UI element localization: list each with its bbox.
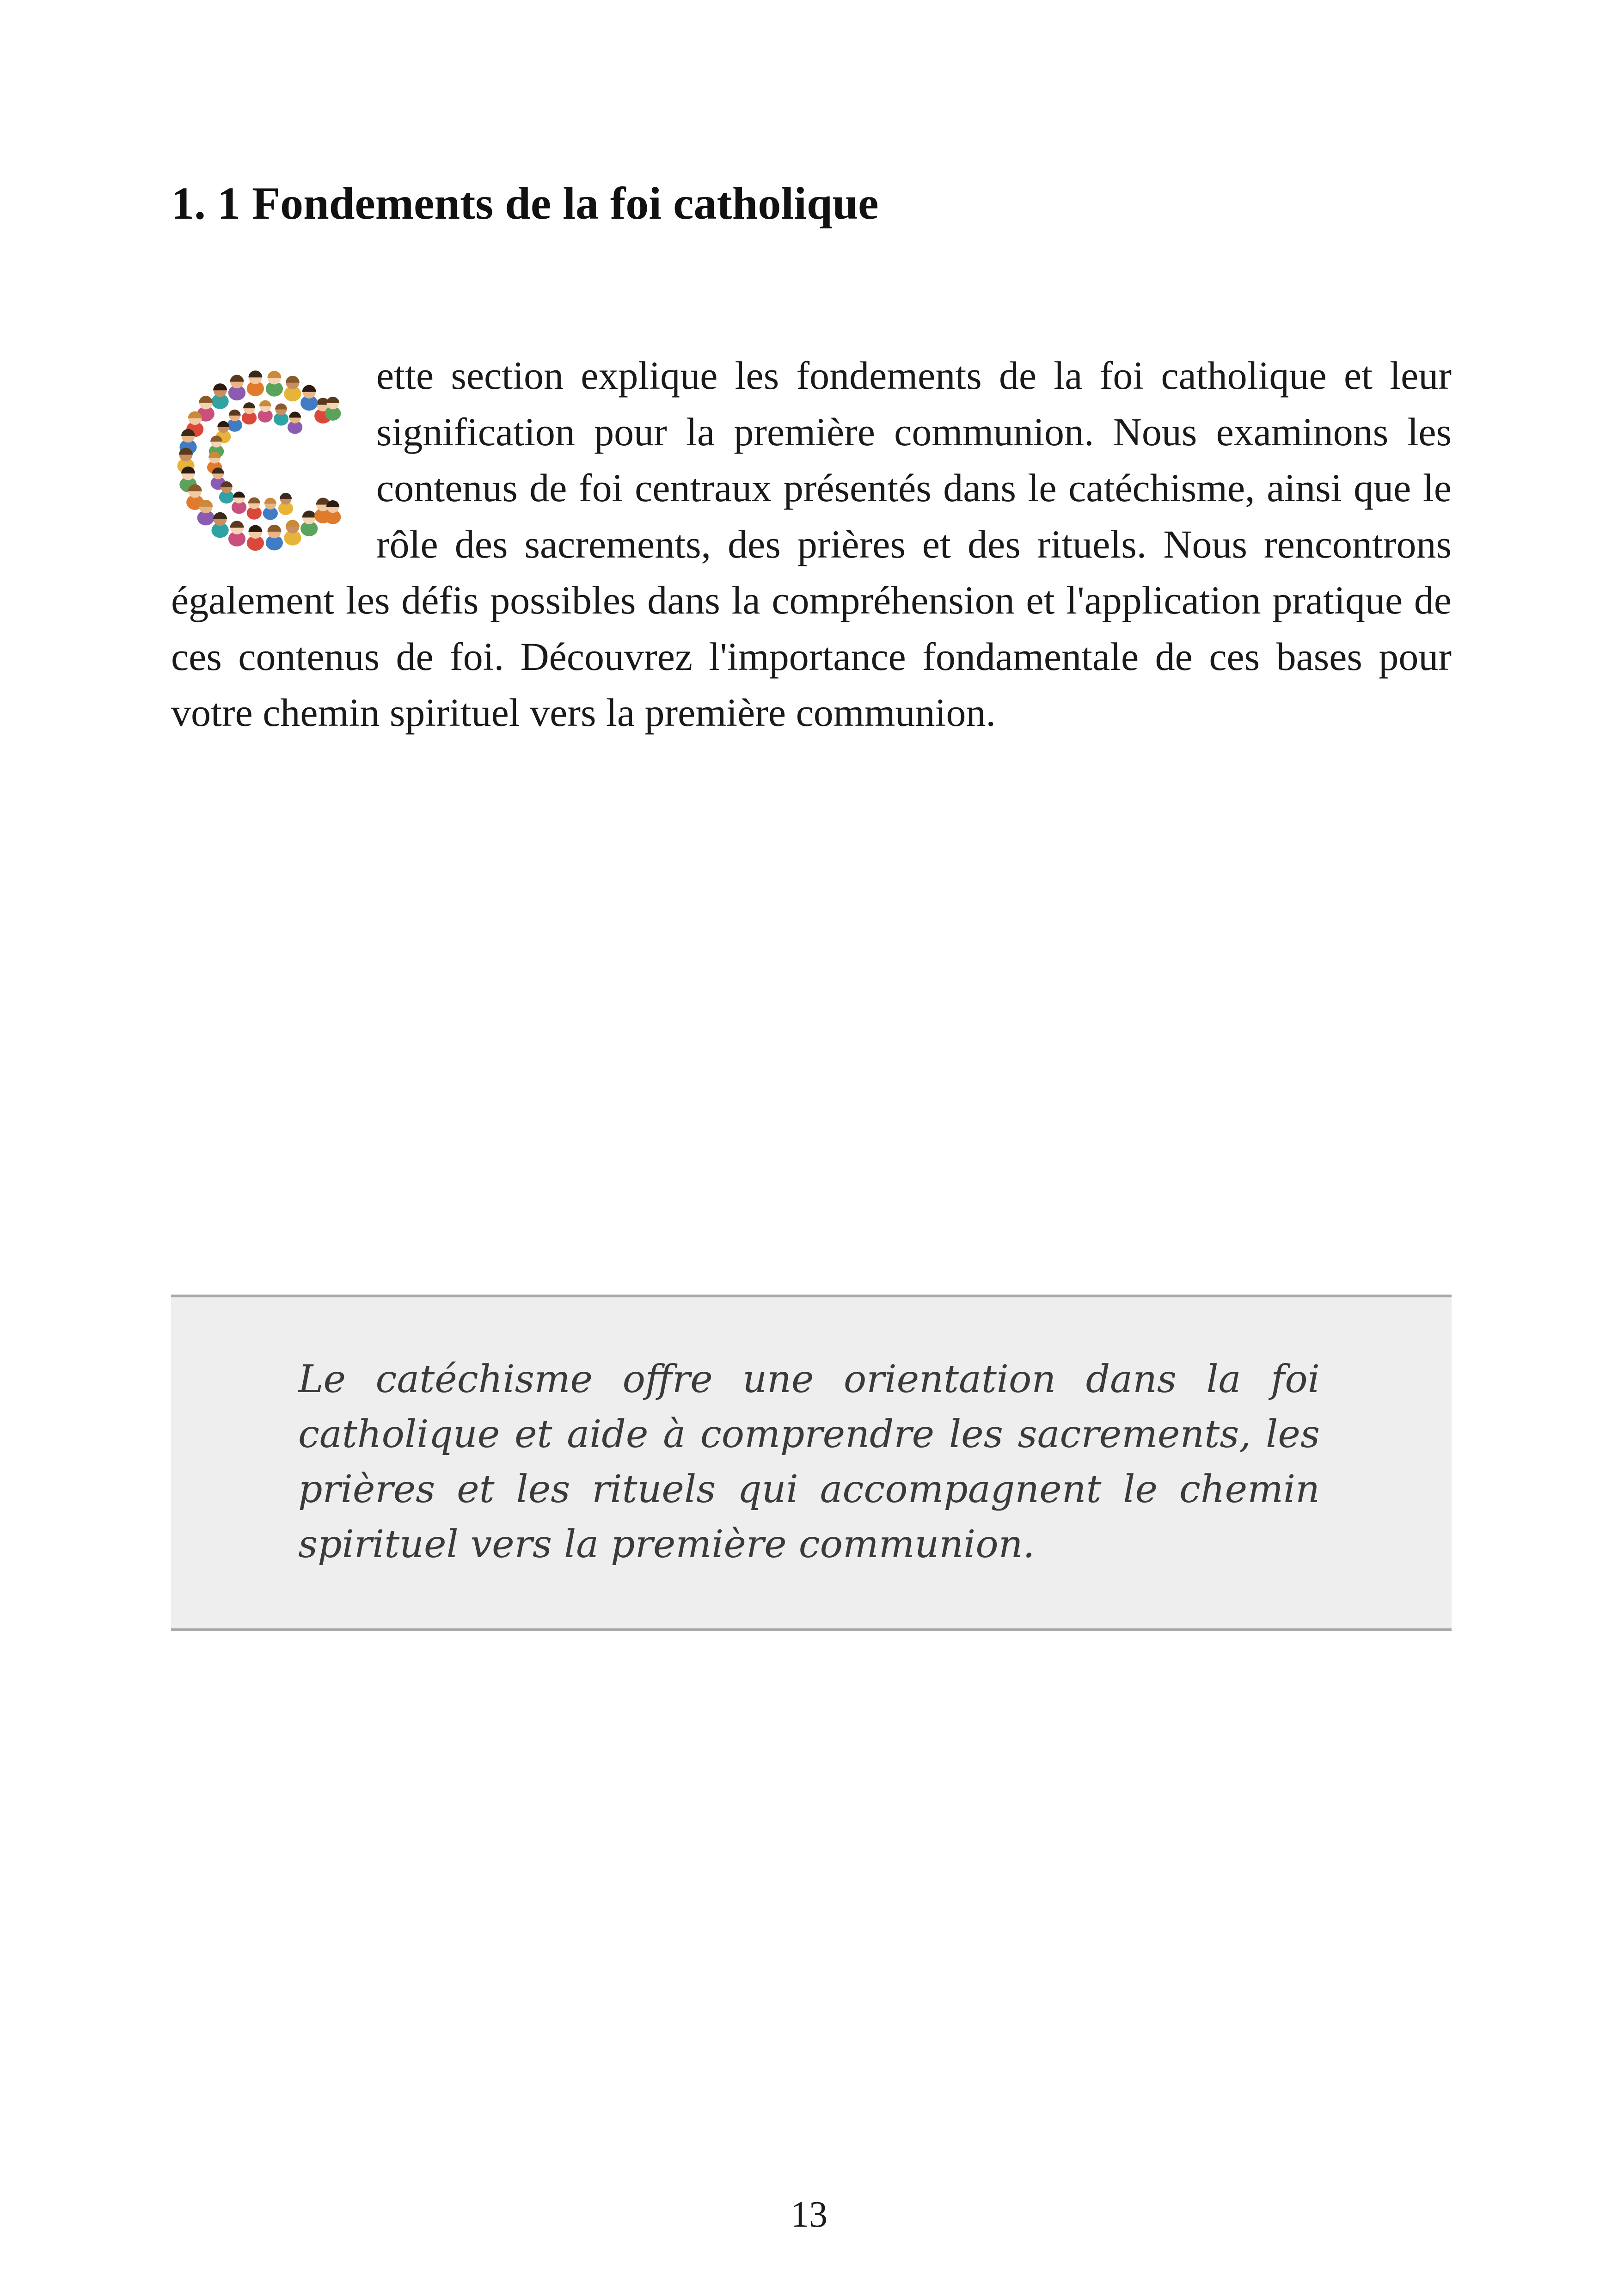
highlight-quote-box xyxy=(171,1295,1452,1631)
children-letter-c-icon xyxy=(171,350,356,563)
intro-paragraph xyxy=(171,348,1452,741)
highlight-quote-text: Le catéchisme offre une orientation dans la foi catholique et aide à comprendre les sacrements, les prières et les rituels qui accompagnent le chemin spirituel vers la première communion. xyxy=(298,1357,1320,1566)
section-heading: 1. 1 Fondements de la foi catholique xyxy=(171,178,879,229)
intro-paragraph-text: ette section explique les fondements de la foi catholique et leur signification pour la première communion. Nous examinons les contenus de foi centraux présentés dans le catéchisme, ainsi que le rôle des sacrements, des prières et des rituels. Nous rencontrons également les défis possibles dans la compréhension et l'application pratique de ces contenus de foi. Découvrez l'importance fondamentale de ces bases pour votre chemin spirituel vers la première communion. xyxy=(171,353,1452,735)
page-number: 13 xyxy=(791,2194,827,2235)
